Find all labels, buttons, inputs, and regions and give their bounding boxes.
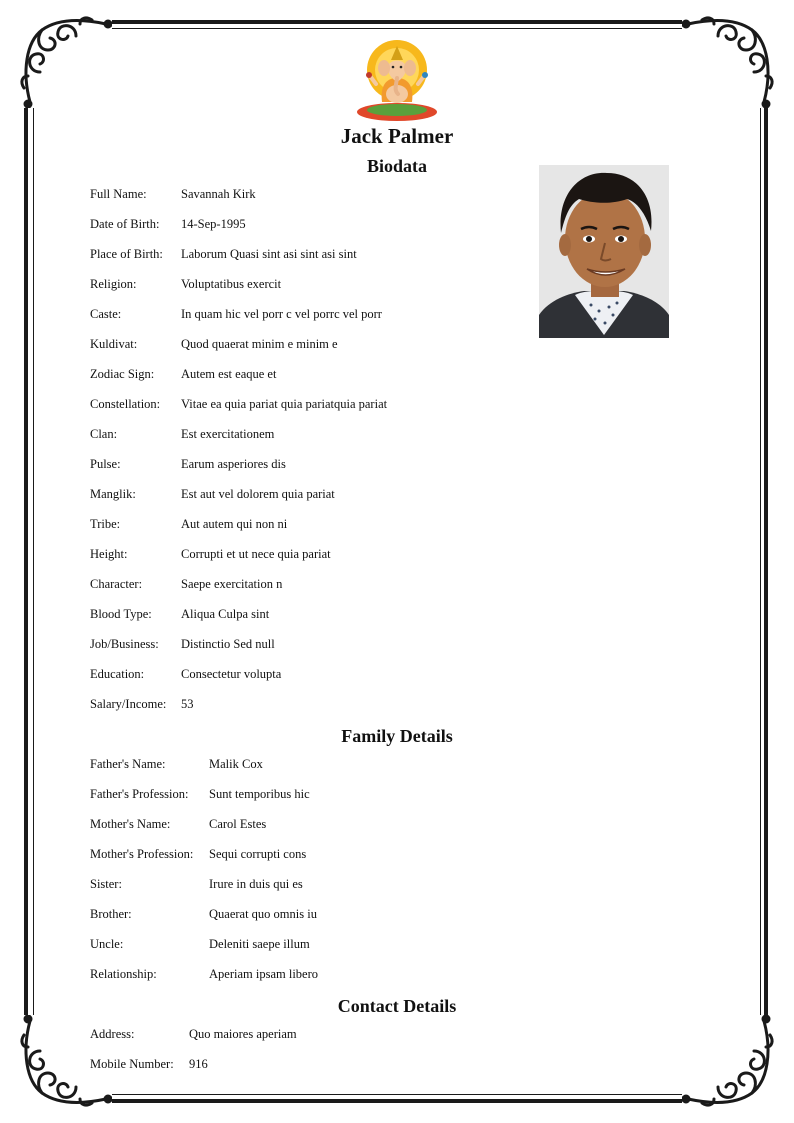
- field-label: Mother's Name:: [90, 817, 171, 831]
- list-item: [90, 904, 318, 934]
- field-value: 916: [189, 1057, 208, 1071]
- field-label: Date of Birth:: [90, 217, 160, 231]
- field-value: In quam hic vel porr c vel porrc vel porr: [181, 307, 382, 321]
- field-value: Savannah Kirk: [181, 187, 256, 201]
- field-label: Blood Type:: [90, 607, 152, 621]
- biodata-list: [90, 184, 387, 724]
- list-item: [90, 334, 387, 364]
- list-item: [90, 844, 318, 874]
- corner-ornament-icon: [16, 12, 112, 108]
- field-value: Corrupti et ut nece quia pariat: [181, 547, 331, 561]
- list-item: [90, 934, 318, 964]
- list-item: [90, 874, 318, 904]
- field-label: Tribe:: [90, 517, 121, 531]
- field-value: Voluptatibus exercit: [181, 277, 282, 291]
- field-label: Father's Profession:: [90, 787, 189, 801]
- field-label: Uncle:: [90, 937, 124, 951]
- family-details-heading: Family Details: [341, 726, 453, 746]
- field-label: Zodiac Sign:: [90, 367, 155, 381]
- field-label: Mobile Number:: [90, 1057, 174, 1071]
- field-label: Caste:: [90, 307, 122, 321]
- field-label: Character:: [90, 577, 143, 591]
- list-item: [90, 1024, 297, 1054]
- field-value: Laborum Quasi sint asi sint asi sint: [181, 247, 357, 261]
- field-label: Pulse:: [90, 457, 121, 471]
- field-label: Manglik:: [90, 487, 136, 501]
- field-value: Vitae ea quia pariat quia pariatquia pariat: [181, 397, 388, 411]
- field-value: Aut autem qui non ni: [181, 517, 288, 531]
- field-value: Earum asperiores dis: [181, 457, 286, 471]
- field-value: Carol Estes: [209, 817, 267, 831]
- field-value: 53: [181, 697, 194, 711]
- list-item: [90, 214, 387, 244]
- ganesha-icon: [352, 38, 442, 122]
- field-label: Address:: [90, 1027, 135, 1041]
- field-label: Education:: [90, 667, 145, 681]
- field-value: Quaerat quo omnis iu: [209, 907, 317, 921]
- field-label: Sister:: [90, 877, 122, 891]
- list-item: [90, 574, 387, 604]
- field-label: Full Name:: [90, 187, 147, 201]
- field-label: Religion:: [90, 277, 137, 291]
- field-label: Job/Business:: [90, 637, 159, 651]
- field-value: Deleniti saepe illum: [209, 937, 310, 951]
- list-item: [90, 304, 387, 334]
- contact-details-list: [90, 1024, 297, 1084]
- field-value: Aperiam ipsam libero: [209, 967, 318, 981]
- field-label: Height:: [90, 547, 128, 561]
- list-item: [90, 244, 387, 274]
- field-label: Relationship:: [90, 967, 157, 981]
- field-value: Sequi corrupti cons: [209, 847, 307, 861]
- field-label: Salary/Income:: [90, 697, 167, 711]
- list-item: [90, 634, 387, 664]
- field-value: Consectetur volupta: [181, 667, 282, 681]
- list-item: [90, 694, 387, 724]
- list-item: [90, 514, 387, 544]
- field-value: Est aut vel dolorem quia pariat: [181, 487, 335, 501]
- field-label: Brother:: [90, 907, 132, 921]
- field-value: Aliqua Culpa sint: [181, 607, 270, 621]
- family-details-list: [90, 754, 318, 994]
- list-item: [90, 604, 387, 634]
- corner-ornament-icon: [682, 12, 778, 108]
- list-item: [90, 664, 387, 694]
- list-item: [90, 184, 387, 214]
- field-value: Est exercitationem: [181, 427, 275, 441]
- field-label: Kuldivat:: [90, 337, 138, 351]
- biodata-heading: Biodata: [366, 156, 427, 176]
- list-item: [90, 754, 318, 784]
- candidate-name: Jack Palmer: [340, 124, 454, 148]
- list-item: [90, 784, 318, 814]
- field-value: Autem est eaque et: [181, 367, 277, 381]
- list-item: [90, 544, 387, 574]
- field-value: Malik Cox: [209, 757, 263, 771]
- field-value: Saepe exercitation n: [181, 577, 283, 591]
- field-label: Mother's Profession:: [90, 847, 194, 861]
- field-value: 14-Sep-1995: [181, 217, 246, 231]
- list-item: [90, 274, 387, 304]
- list-item: [90, 814, 318, 844]
- list-item: [90, 364, 387, 394]
- corner-ornament-icon: [682, 1015, 778, 1111]
- field-value: Quo maiores aperiam: [189, 1027, 297, 1041]
- list-item: [90, 394, 387, 424]
- list-item: [90, 964, 318, 994]
- field-value: Sunt temporibus hic: [209, 787, 310, 801]
- list-item: [90, 454, 387, 484]
- field-value: Quod quaerat minim e minim e: [181, 337, 338, 351]
- profile-photo: [539, 165, 669, 338]
- field-label: Father's Name:: [90, 757, 166, 771]
- list-item: [90, 1054, 297, 1084]
- field-value: Irure in duis qui es: [209, 877, 303, 891]
- field-value: Distinctio Sed null: [181, 637, 275, 651]
- field-label: Place of Birth:: [90, 247, 163, 261]
- list-item: [90, 424, 387, 454]
- field-label: Clan:: [90, 427, 118, 441]
- list-item: [90, 484, 387, 514]
- contact-details-heading: Contact Details: [337, 996, 457, 1016]
- field-label: Constellation:: [90, 397, 161, 411]
